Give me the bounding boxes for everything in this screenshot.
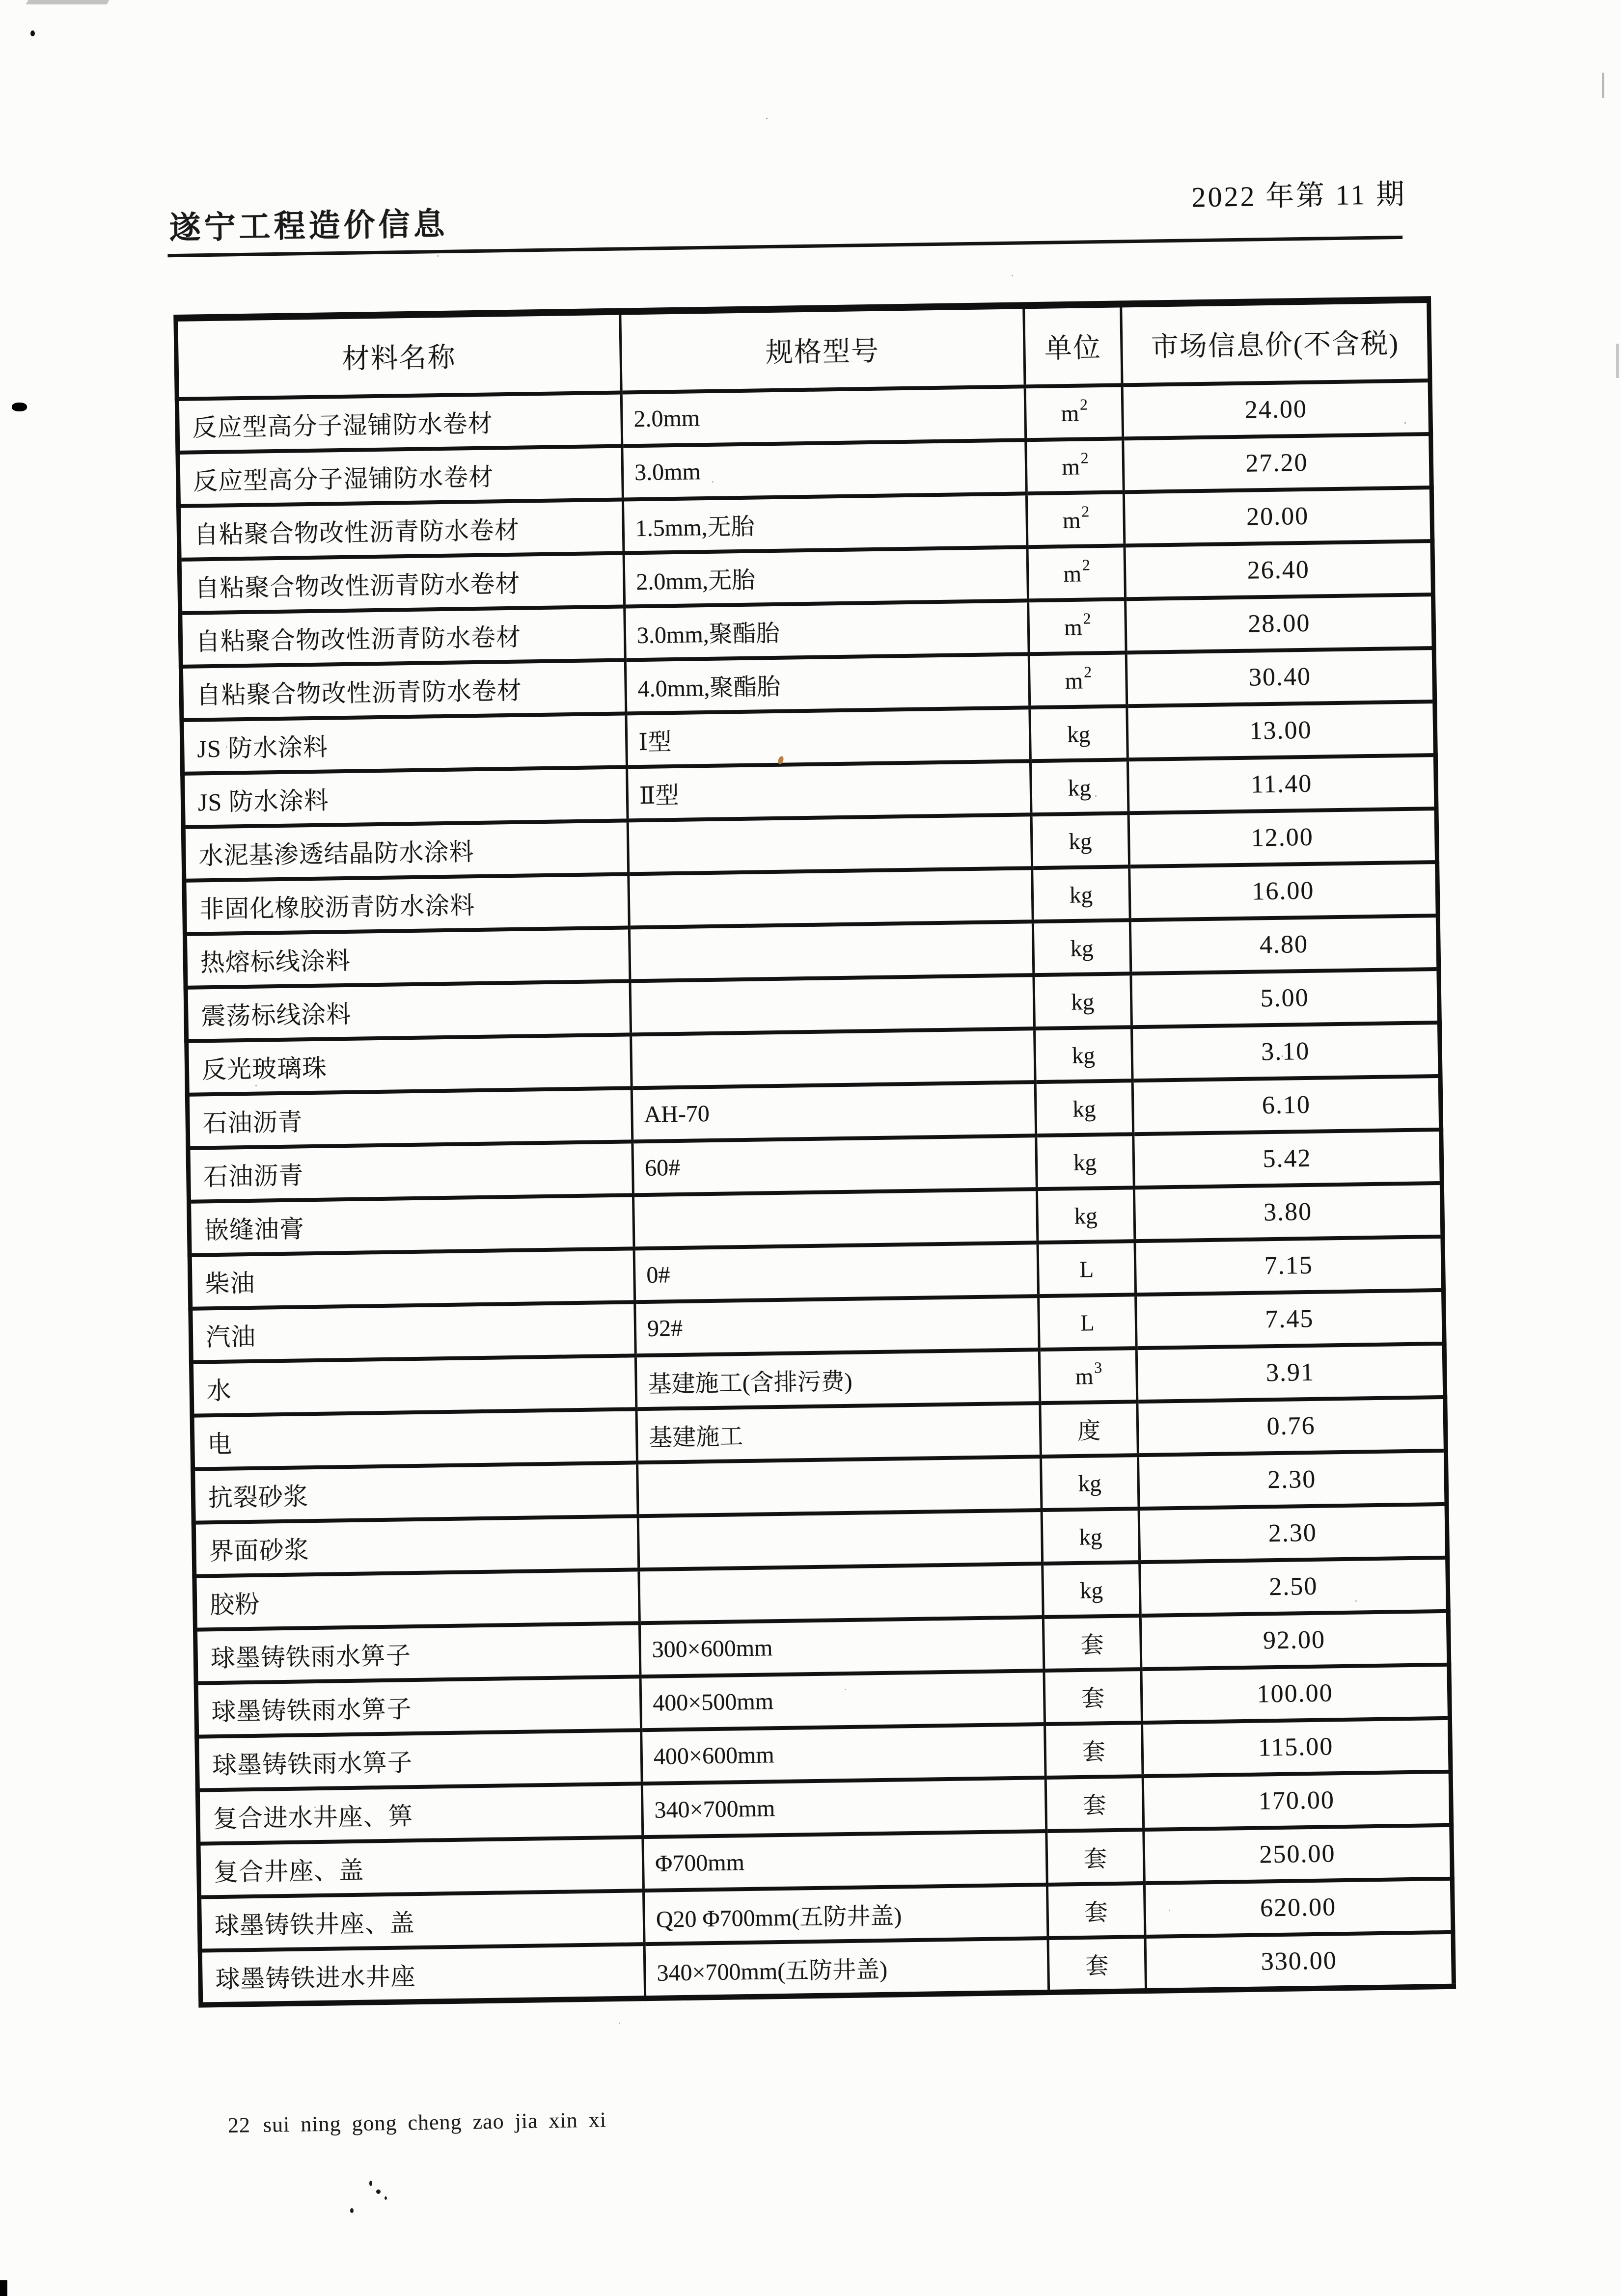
spec-value: 92# [647,1315,683,1342]
scan-artifact-speck [369,2181,372,2186]
spec-cell [634,1243,1039,1302]
price-cell [1128,809,1437,866]
material-name-cell [180,606,626,666]
unit-superscript [1108,1895,1109,1913]
unit-cell [1043,1562,1141,1617]
material-price-table [173,296,1456,2008]
material-name: JS 防水涂料 [197,786,330,816]
unit-superscript: 2 [1080,449,1089,467]
price-cell [1145,1932,1454,1991]
unit-cell [1045,1776,1144,1831]
spec-cell [642,1778,1046,1837]
spec-value: Φ700mm [655,1849,745,1877]
spec-cell [639,1564,1044,1623]
price-cell [1126,594,1434,652]
price-value: 20.00 [1246,502,1309,531]
unit-superscript: 2 [1081,502,1090,520]
price-cell [1125,541,1433,599]
spec-value: 2.0mm,无胎 [636,567,756,595]
spec-cell [623,493,1027,553]
scan-artifact-right-edge [1602,73,1604,98]
unit-value: 套 [1081,1686,1105,1712]
price-value: 28.00 [1247,609,1311,638]
scan-artifact-top-streak [26,0,109,4]
unit-value: kg [1068,828,1092,855]
unit-superscript: 2 [1083,663,1092,681]
price-cell [1129,862,1438,920]
unit-superscript [1094,930,1095,948]
price-value: 100.00 [1257,1679,1334,1708]
material-name: 水泥基渗透结晶防水涂料 [198,837,474,869]
unit-superscript [1098,1198,1099,1216]
spec-cell [638,1510,1043,1569]
material-name: 反应型高分子湿铺防水卷材 [192,409,494,442]
unit-superscript [1105,1681,1106,1699]
spec-cell [633,1189,1038,1248]
unit-superscript [1101,1413,1102,1431]
unit-value: kg [1073,1149,1097,1176]
scan-artifact-speck [350,2208,354,2213]
price-value: 16.00 [1251,876,1315,906]
unit-cell [1026,438,1124,493]
unit-cell [1048,1937,1146,1992]
spec-value: Ⅱ型 [639,782,679,810]
unit-cell [1028,599,1126,654]
spec-cell [637,1457,1042,1516]
unit-value: kg [1072,1096,1096,1122]
material-name-cell [182,713,627,773]
unit-value: kg [1067,721,1091,748]
price-value: 26.40 [1247,555,1310,585]
unit-value: kg [1068,775,1092,801]
scan-artifact-speck [385,2196,387,2200]
material-name-cell [178,446,623,506]
spec-cell [643,1831,1047,1891]
spec-cell [641,1724,1046,1783]
material-name-cell [188,1141,633,1201]
price-value: 7.45 [1264,1304,1314,1334]
price-cell [1144,1825,1453,1883]
material-name: 水 [206,1377,232,1405]
unit-value: kg [1079,1577,1103,1604]
unit-value: 套 [1084,1900,1108,1926]
unit-superscript [1095,984,1096,1001]
price-cell [1123,434,1432,492]
unit-cell [1030,759,1128,814]
spec-cell [636,1403,1041,1462]
spec-cell [640,1671,1045,1730]
unit-value: m [1065,668,1083,694]
price-cell [1144,1879,1453,1937]
material-name-cell [190,1248,635,1308]
unit-value: 套 [1083,1846,1107,1872]
spec-cell [621,386,1026,446]
spec-cell [629,868,1033,927]
spec-cell [635,1296,1040,1355]
unit-value: kg [1078,1470,1102,1497]
unit-value: kg [1070,935,1094,962]
unit-cell [1027,545,1126,600]
page-title: 遂宁工程造价信息 [169,206,449,246]
issue-label: 2022 年第 11 期 [1191,178,1407,214]
material-name-cell [177,393,622,453]
unit-value: kg [1074,1203,1098,1229]
material-name: 自粘聚合物改性沥青防水卷材 [195,623,522,655]
unit-superscript [1104,1627,1105,1645]
material-name: 胶粉 [209,1590,260,1619]
price-cell [1132,1076,1441,1134]
spec-value: 3.0mm [634,459,701,486]
spec-value: 3.0mm,聚酯胎 [636,620,780,649]
unit-cell [1033,920,1131,975]
unit-value: m [1075,1363,1094,1390]
scan-artifact-right-edge [1616,344,1619,378]
material-name: 球墨铸铁进水井座 [215,1962,416,1993]
price-value: 4.80 [1259,930,1309,959]
unit-value: L [1080,1310,1095,1336]
price-value: 11.40 [1250,769,1313,799]
price-value: 24.00 [1244,395,1308,424]
price-value: 250.00 [1259,1839,1336,1869]
unit-superscript [1109,1948,1110,1966]
material-name-cell [192,1409,637,1469]
unit-cell [1039,1348,1137,1403]
material-name: 复合进水井座、箅 [213,1802,414,1833]
material-name-cell [198,1837,644,1897]
unit-value: m [1063,561,1082,587]
price-cell [1134,1183,1443,1241]
material-name: 石油沥青 [203,1161,304,1190]
price-cell [1140,1558,1449,1616]
spec-cell [632,1135,1037,1195]
material-name-cell [196,1676,641,1736]
material-name-cell [194,1569,640,1629]
scan-dust [255,1085,257,1086]
material-name-cell [197,1730,642,1790]
price-cell [1137,1397,1446,1455]
material-name: 反应型高分子湿铺防水卷材 [192,462,494,495]
material-name-cell [187,1034,632,1094]
unit-cell [1040,1402,1138,1457]
price-cell [1126,648,1435,706]
material-name: 球墨铸铁雨水箅子 [211,1695,412,1726]
material-name-cell [191,1302,636,1362]
unit-cell [1025,385,1123,440]
page-number: 22 [227,2113,251,2137]
spec-cell [622,440,1027,499]
spec-cell [631,1028,1036,1088]
price-cell [1124,487,1432,545]
scan-artifact-speck [376,2189,381,2194]
unit-cell [1030,706,1128,761]
spec-cell [626,707,1031,767]
material-name-cell [181,660,626,720]
spec-cell [643,1885,1048,1944]
price-value: 2.30 [1267,1465,1317,1494]
unit-value: m [1062,508,1081,534]
material-name: 汽油 [205,1323,256,1351]
material-name-cell [195,1623,640,1683]
material-name: 复合井座、盖 [213,1856,364,1886]
material-name: 非固化橡胶沥青防水涂料 [199,891,475,923]
material-name-cell [193,1462,638,1522]
footer-pinyin: sui ning gong cheng zao jia xin xi [263,2107,607,2137]
price-cell [1138,1451,1447,1509]
unit-cell [1039,1295,1137,1350]
material-name-cell [183,767,628,827]
price-cell [1131,969,1440,1027]
spec-value: 400×500mm [652,1688,774,1716]
price-value: 2.30 [1268,1518,1318,1548]
spec-value: 基建施工 [648,1424,743,1451]
spec-cell [639,1617,1044,1676]
unit-cell [1029,652,1127,707]
unit-value: kg [1072,1042,1096,1069]
price-value: 5.00 [1260,983,1310,1013]
spec-value: 基建施工(含排污费) [648,1368,853,1398]
price-value: 0.76 [1266,1411,1316,1441]
price-value: 30.40 [1248,662,1312,692]
unit-cell [1047,1883,1145,1938]
unit-value: L [1079,1256,1094,1283]
price-cell [1131,1023,1440,1080]
unit-cell [1032,866,1130,921]
spec-cell [644,1938,1049,1999]
spec-cell [627,761,1032,820]
unit-value: kg [1071,989,1095,1015]
price-value: 27.20 [1245,448,1308,478]
unit-value: 套 [1080,1632,1104,1658]
page-footer [228,2107,607,2137]
unit-superscript [1103,1572,1104,1590]
price-value: 170.00 [1258,1786,1335,1815]
material-name: 自粘聚合物改性沥青防水卷材 [194,569,521,602]
unit-value: 度 [1077,1418,1101,1444]
unit-superscript: 2 [1082,556,1091,574]
material-name: 球墨铸铁井座、盖 [214,1909,415,1940]
unit-value: m [1061,401,1079,427]
material-name-cell [193,1516,639,1576]
material-name: 柴油 [205,1269,255,1297]
spec-value: 60# [644,1154,681,1182]
material-name-cell [185,927,630,987]
price-value: 330.00 [1261,1946,1338,1976]
price-cell [1136,1344,1445,1402]
spec-cell [629,921,1034,981]
unit-cell [1035,1027,1133,1082]
column-header-market-price: 市场信息价(不含税) [1121,299,1430,385]
material-name-cell [200,1944,645,2005]
unit-value: 套 [1085,1953,1109,1979]
price-value: 7.15 [1264,1251,1314,1280]
material-name: 抗裂砂浆 [208,1482,309,1512]
unit-value: 套 [1082,1739,1106,1765]
material-name: 自粘聚合物改性沥青防水卷材 [193,516,520,548]
price-cell [1135,1237,1444,1295]
spec-value: 340×700mm [654,1795,775,1823]
spec-value: 0# [646,1262,670,1288]
price-value: 92.00 [1263,1625,1326,1655]
spec-value: 1.5mm,无胎 [635,513,755,542]
price-value: 3.10 [1261,1037,1310,1066]
spec-value: AH-70 [644,1101,710,1128]
price-value: 2.50 [1269,1572,1318,1601]
spec-value: 2.0mm [633,405,700,432]
material-name: 热熔标线涂料 [200,946,351,976]
material-name-cell [183,820,629,880]
unit-cell [1038,1241,1136,1296]
material-name: 石油沥青 [202,1107,303,1137]
price-cell [1142,1718,1451,1776]
unit-cell [1035,1080,1133,1135]
spec-cell [635,1350,1040,1409]
spec-value: Ⅰ型 [638,729,672,756]
unit-superscript [1093,877,1094,894]
unit-value: m [1064,615,1083,641]
unit-cell [1031,813,1129,868]
unit-superscript: 2 [1083,609,1091,627]
price-cell [1127,755,1436,813]
price-value: 3.91 [1265,1358,1315,1387]
price-cell [1143,1772,1452,1830]
material-name: 球墨铸铁雨水箅子 [210,1641,412,1672]
scan-artifact-left-blob [12,403,27,411]
material-name: JS 防水涂料 [196,732,329,762]
price-value: 13.00 [1249,716,1312,745]
price-cell [1140,1611,1449,1669]
unit-cell [1041,1455,1139,1510]
material-name-cell [189,1195,634,1255]
spec-value: 300×600mm [652,1635,773,1663]
price-cell [1136,1290,1445,1348]
column-header-material-name: 材料名称 [176,312,621,399]
spec-value: Q20 Φ700mm(五防井盖) [656,1903,902,1933]
price-cell [1133,1130,1442,1188]
price-value: 12.00 [1251,823,1314,852]
unit-value: kg [1069,882,1093,908]
material-name-cell [199,1891,645,1950]
material-name: 震荡标线涂料 [201,1000,352,1030]
unit-superscript [1095,1305,1096,1323]
column-header-spec-model: 规格型号 [620,305,1025,392]
material-name: 电 [207,1430,233,1458]
spec-cell [630,975,1035,1034]
price-value: 115.00 [1258,1732,1334,1762]
spec-cell [625,600,1029,660]
material-name-cell [187,1088,632,1148]
material-name-cell [186,981,631,1041]
unit-cell [1036,1134,1134,1189]
price-table-body [177,380,1454,2005]
material-name-cell [179,500,624,560]
material-name: 反光玻璃珠 [201,1054,328,1083]
price-cell [1122,380,1431,438]
price-cell [1139,1504,1448,1562]
material-name: 界面砂浆 [209,1536,310,1565]
price-cell [1141,1665,1450,1723]
spec-cell [624,547,1028,606]
spec-cell [628,814,1032,874]
material-name-cell [191,1355,636,1415]
unit-cell [1042,1509,1140,1564]
material-name-cell [179,553,625,613]
unit-cell [1043,1616,1141,1671]
unit-cell [1034,973,1132,1028]
unit-superscript: 3 [1094,1358,1102,1377]
material-name: 嵌缝油膏 [204,1215,305,1244]
spec-value: 400×600mm [653,1742,775,1770]
unit-value: kg [1079,1524,1102,1550]
material-name-cell [184,874,630,934]
price-value: 3.80 [1263,1197,1313,1227]
scan-artifact-top-dot [30,30,35,36]
spec-value: 4.0mm,聚酯胎 [637,674,781,702]
unit-superscript: 2 [1079,395,1088,413]
unit-cell [1026,492,1125,547]
unit-cell [1045,1723,1143,1778]
price-cell [1130,916,1439,973]
unit-value: m [1061,454,1080,480]
unit-value: 套 [1083,1793,1106,1819]
unit-cell [1037,1188,1135,1243]
price-value: 620.00 [1260,1893,1337,1922]
price-value: 5.42 [1263,1144,1312,1173]
spec-cell [632,1082,1036,1141]
scan-artifact-bottom-left [0,2280,7,2296]
material-name-cell [197,1783,643,1843]
column-header-unit: 单位 [1024,304,1122,386]
spec-cell [625,654,1030,713]
unit-cell [1044,1669,1142,1724]
unit-cell [1046,1830,1145,1885]
price-cell [1127,702,1436,759]
material-name: 自粘聚合物改性沥青防水卷材 [196,676,522,709]
spec-value: 340×700mm(五防井盖) [657,1956,888,1986]
material-name: 球墨铸铁雨水箅子 [212,1748,413,1779]
unit-superscript [1091,716,1092,734]
price-value: 6.10 [1262,1090,1311,1120]
